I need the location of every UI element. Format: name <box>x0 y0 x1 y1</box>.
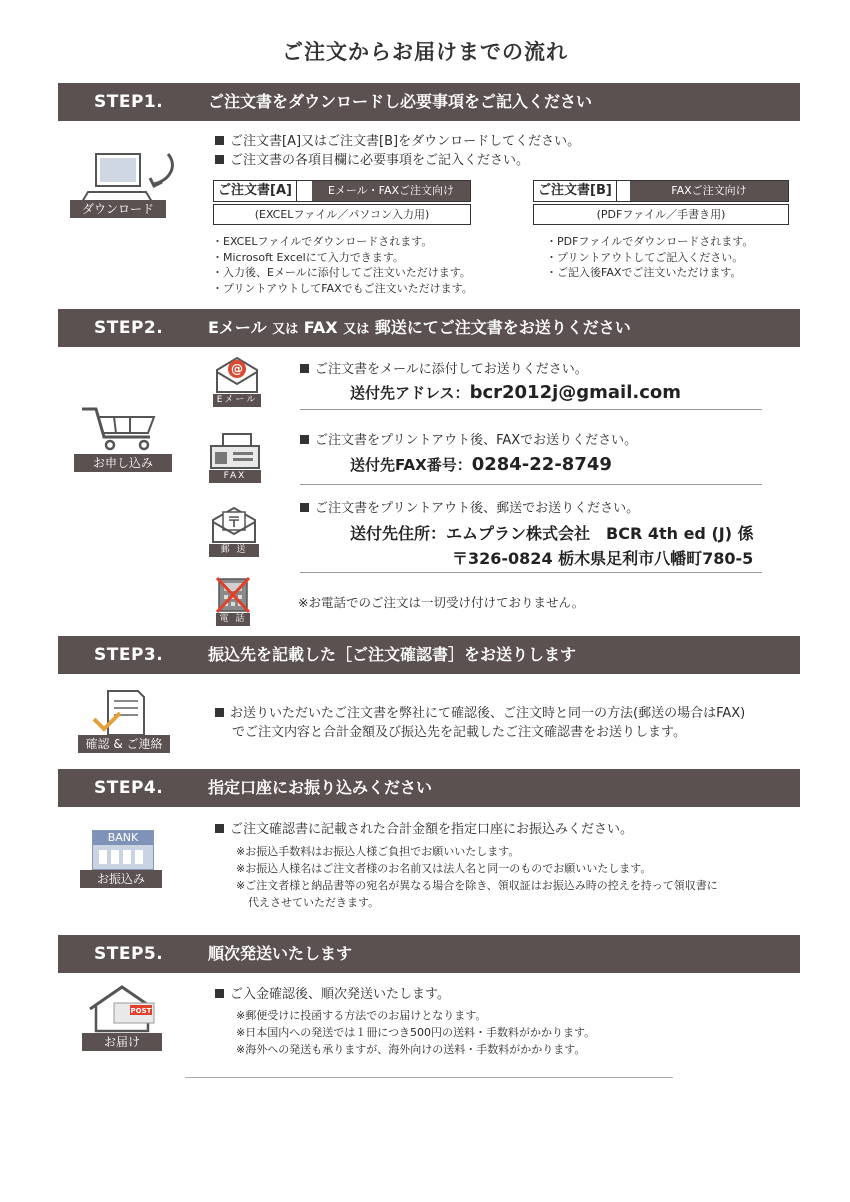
download-icon <box>80 148 180 220</box>
form-b-label: ご注文書[B] <box>534 181 617 201</box>
divider <box>300 484 762 485</box>
post-address-2: 〒326-0824 栃木県足利市八幡町780-5 <box>452 549 754 568</box>
divider <box>300 572 762 573</box>
step4-header <box>58 769 800 807</box>
fax-icon <box>209 432 261 484</box>
step4-number: STEP4. <box>94 778 164 798</box>
step2-number: STEP2. <box>94 318 164 338</box>
form-b-sub: FAXご注文向け <box>630 181 788 201</box>
divider <box>300 409 762 410</box>
email-address: 送付先アドレス：bcr2012j@gmail.com <box>350 382 682 403</box>
mail-icon <box>209 506 259 558</box>
step1-bullets <box>215 132 580 170</box>
step4-title: 指定口座にお振り込みください <box>208 778 433 797</box>
delivery-label: お届け <box>82 1033 162 1051</box>
step5-bullet: ご入金確認後、順次発送いたします。 <box>215 985 450 1004</box>
step5-notes: ※郵便受けに投函する方法でのお届けとなります。 ※日本国内への発送では１冊につき500円の送料・手数料がかかります。 ※海外への発送も承りますが、海外向けの送料・手数料がかかります。 <box>236 1009 596 1056</box>
no-phone-icon <box>216 577 250 627</box>
confirm-label: 確認 & ご連絡 <box>78 735 170 753</box>
step3-number: STEP3. <box>94 645 164 665</box>
confirm-icon <box>78 689 170 755</box>
fax-label: FAX <box>209 470 261 483</box>
step4-bullet: ご注文確認書に記載された合計金額を指定口座にお振込みください。 <box>215 820 633 839</box>
form-a-label: ご注文書[A] <box>214 181 297 201</box>
bank-icon <box>80 830 162 890</box>
step1-bullet-1: ご注文書[A]又はご注文書[B]をダウンロードしてください。 <box>215 132 580 151</box>
step5-number: STEP5. <box>94 944 164 964</box>
step1-header <box>58 83 800 121</box>
svg-text:〒: 〒 <box>227 515 241 531</box>
post-line: ご注文書をプリントアウト後、郵送でお送りください。 <box>300 499 639 518</box>
step3-title: 振込先を記載した［ご注文確認書］をお送りします <box>208 645 577 664</box>
form-b-notes: ・PDFファイルでダウンロードされます。 ・プリントアウトしてご記入ください。 ・ご記入後FAXでご注文いただけます。 <box>546 235 754 279</box>
step1-title: ご注文書をダウンロードし必要事項をご記入ください <box>208 92 593 111</box>
form-b-type: (PDFファイル／手書き用) <box>533 204 789 225</box>
step1-number: STEP1. <box>94 92 164 112</box>
email-label: Eメール <box>213 394 261 407</box>
email-icon <box>213 356 261 408</box>
step5-header <box>58 935 800 973</box>
page-title: ご注文からお届けまでの流れ <box>282 40 568 64</box>
fax-number: 送付先FAX番号：0284-22-8749 <box>350 454 612 475</box>
form-b-header <box>533 180 789 202</box>
step1-bullet-2: ご注文書の各項目欄に必要事項をご記入ください。 <box>215 151 580 170</box>
form-a-type: (EXCELファイル／パソコン入力用) <box>213 204 471 225</box>
step5-title: 順次発送いたします <box>208 944 353 963</box>
form-a-header <box>213 180 471 202</box>
step4-notes: ※お振込手数料はお振込人様ご負担でお願いいたします。 ※お振込人様名はご注文者様のお名前又は法人名と同一のものでお願いいたします。 ※ご注文者様と納品書等の宛名が異なる場合を除き、領収証はお振込み時の控えを持って領収書に 代えさせていただきます。 <box>236 845 718 909</box>
bank-text: BANK <box>93 831 153 845</box>
footer-divider <box>185 1077 673 1078</box>
phone-note: ※お電話でのご注文は一切受け付けておりません。 <box>298 595 585 610</box>
step2-title: Eメール 又は FAX 又は 郵送にてご注文書をお送りください <box>208 318 631 337</box>
download-label: ダウンロード <box>70 200 166 218</box>
transfer-label: お振込み <box>80 870 162 888</box>
post-icon-text: POST <box>130 1007 152 1015</box>
post-address: 送付先住所：エムプラン株式会社 BCR 4th ed (J) 係 <box>350 524 754 543</box>
phone-label: 電 話 <box>216 613 250 626</box>
form-a-sub: Eメール・FAXご注文向け <box>312 181 470 201</box>
cart-icon <box>74 403 174 475</box>
form-a-notes: ・EXCELファイルでダウンロードされます。 ・Microsoft Excelにて入力できます。 ・入力後、Eメールに添付してご注文いただけます。 ・プリントアウトしてFAXでもご注文いただけます。 <box>212 235 473 295</box>
apply-label: お申し込み <box>74 454 172 472</box>
step3-text: お送りいただいたご注文書を弊社にて確認後、ご注文時と同一の方法(郵送の場合はFAX) でご注文内容と合計金額及び振込先を記載したご注文確認書をお送りします。 <box>215 704 745 742</box>
post-label: 郵 送 <box>209 544 259 557</box>
fax-line: ご注文書をプリントアウト後、FAXでお送りください。 <box>300 431 637 450</box>
delivery-icon <box>80 985 164 1053</box>
svg-text:@: @ <box>231 362 243 376</box>
step2-header <box>58 309 800 347</box>
step3-header <box>58 636 800 674</box>
email-line: ご注文書をメールに添付してお送りください。 <box>300 360 588 379</box>
